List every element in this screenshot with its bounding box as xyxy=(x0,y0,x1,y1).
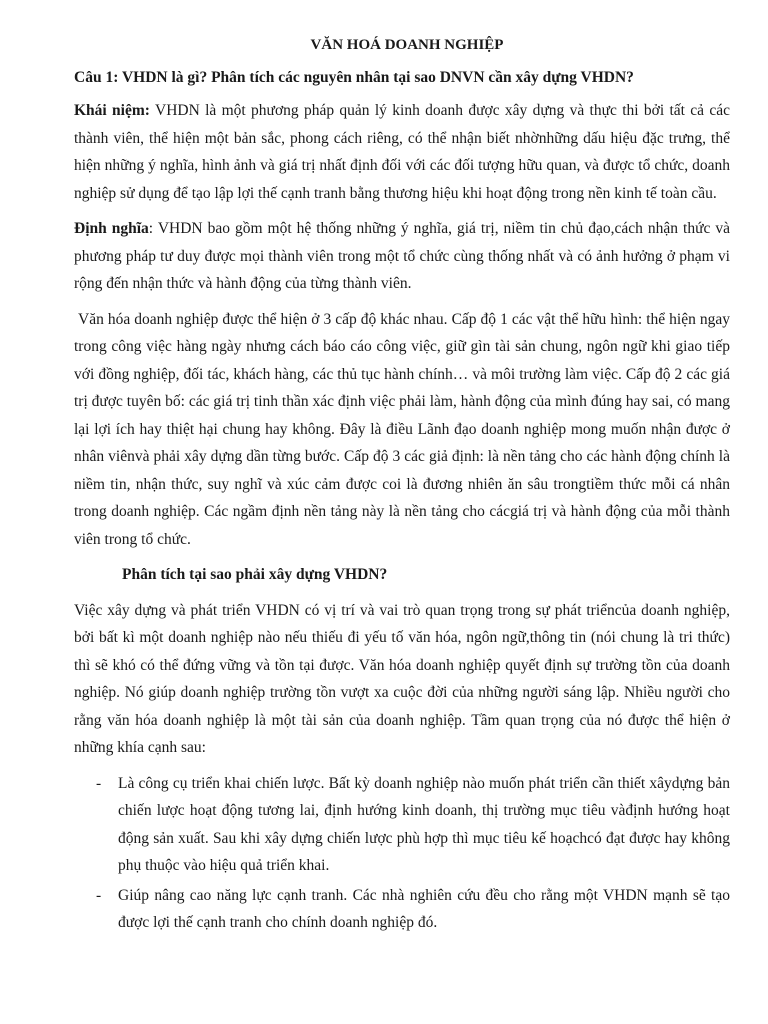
concept-paragraph xyxy=(74,97,730,207)
dash-marker: - xyxy=(96,774,102,792)
analysis-paragraph: Việc xây dựng và phát triển VHDN có vị trí và vai trò quan trọng trong sự phát triểncủa doanh nghiệp, bởi bất kì một doanh nghiệp nào nếu thiếu đi yếu tố văn hóa, ngôn ngữ,thông tin (nói chung là tri thức) thì sẽ khó có thể đứng vững và tồn tại được. Văn hóa doanh nghiệp quyết định sự trường tồn của doanh nghiệp. Nó giúp doanh nghiệp trường tồn vượt xa cuộc đời của những người sáng lập. Nhiều người cho rằng văn hóa doanh nghiệp là một tài sản của doanh nghiệp. Tầm quan trọng của nó được thể hiện ở những khía cạnh sau: xyxy=(74,601,730,756)
question-heading: Câu 1: VHDN là gì? Phân tích các nguyên nhân tại sao DNVN cần xây dựng VHDN? xyxy=(74,68,634,86)
list-item-text: Là công cụ triển khai chiến lược. Bất kỳ doanh nghiệp nào muốn phát triển cần thiết xâydựng bản chiến lược hoạt động tương lai, định hướng kinh doanh, thị trường mục tiêu vàđịnh hướng hoạt động sản xuất. Sau khi xây dựng chiến lược phù hợp thì mục tiêu kế hoạchcó đạt được hay không phụ thuộc vào hiệu quả triển khai. xyxy=(118,774,730,874)
importance-list xyxy=(74,770,730,937)
levels-paragraph: Văn hóa doanh nghiệp được thể hiện ở 3 cấp độ khác nhau. Cấp độ 1 các vật thể hữu hình: thể hiện ngay trong công việc hàng ngày nhưng cách báo cáo công việc, giữ gìn tài sản chung, ngôn ngữ khi giao tiếp với đồng nghiệp, đối tác, khách hàng, các thủ tục hành chính… và môi trường làm việc. Cấp độ 2 các giá trị được tuyên bố: các giá trị tinh thần xác định việc phải làm, hành động của mình đúng hay sai, có mang lại lợi ích hay thiệt hại chung hay không. Đây là điều Lãnh đạo doanh nghiệp mong muốn nhận được ở nhân viênvà phải xây dựng dần từng bước. Cấp độ 3 các giả định: là nền tảng cho các hành động chính là niềm tin, nhận thức, suy nghĩ và xúc cảm được coi là đương nhiên ăn sâu trongtiềm thức mỗi cá nhân trong doanh nghiệp. Các ngầm định nền tảng này là nền tảng cho cácgiá trị và hành động của mỗi thành viên trong tổ chức. xyxy=(74,310,730,548)
list-item xyxy=(74,770,730,880)
document-title: VĂN HOÁ DOANH NGHIỆP xyxy=(310,37,504,53)
analysis-heading: Phân tích tại sao phải xây dựng VHDN? xyxy=(122,566,388,583)
definition-term: Định nghĩa xyxy=(74,220,149,237)
dash-marker: - xyxy=(96,886,102,904)
document-page xyxy=(74,32,730,939)
definition-paragraph xyxy=(74,215,730,298)
concept-text: VHDN là một phương pháp quản lý kinh doanh được xây dựng và thực thi bởi tất cả các thành viên, thể hiện một bản sắc, phong cách riêng, có thể nhận biết nhờnhững dấu hiệu đặc trưng, thể hiện những ý nghĩa, hình ảnh và giá trị nhất định đối với các đối tượng hữu quan, và được tổ chức, doanh nghiệp sử dụng để tạo lập lợi thế cạnh tranh bằng thương hiệu khi hoạt động trong nền kinh tế toàn cầu. xyxy=(74,102,731,202)
list-item-text: Giúp nâng cao năng lực cạnh tranh. Các nhà nghiên cứu đều cho rằng một VHDN mạnh sẽ tạo được lợi thế cạnh tranh cho chính doanh nghiệp đó. xyxy=(118,886,730,931)
list-item xyxy=(74,882,730,937)
concept-term: Khái niệm: xyxy=(74,102,150,119)
definition-text: : VHDN bao gồm một hệ thống những ý nghĩa, giá trị, niềm tin chủ đạo,cách nhận thức và phương pháp tư duy được mọi thành viên trong một tổ chức cùng thống nhất và có ảnh hưởng ở phạm vi rộng đến nhận thức và hành động của từng thành viên. xyxy=(74,220,731,292)
